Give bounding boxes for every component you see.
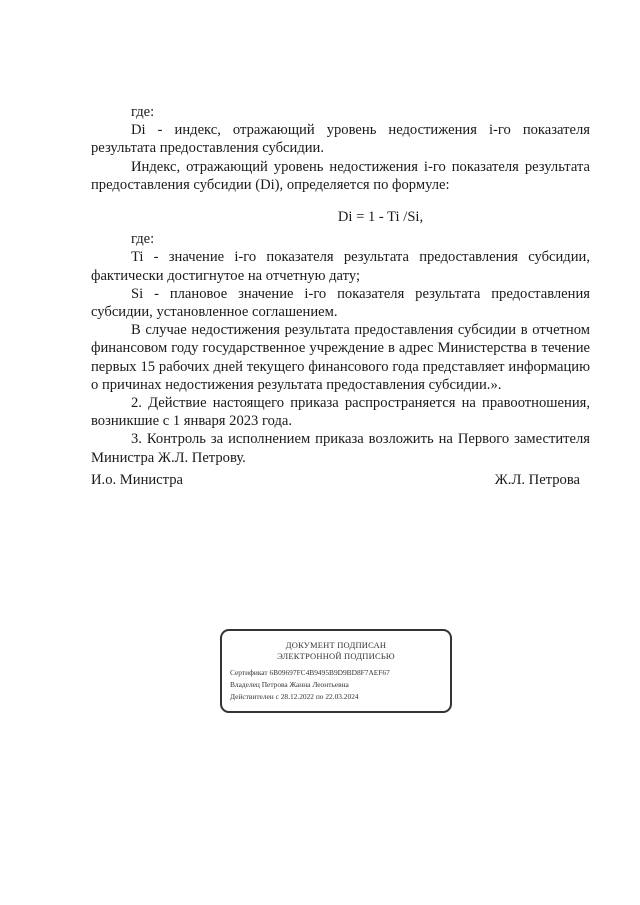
clause-2: 2. Действие настоящего приказа распространяется на правоотношения, возникшие с 1 января 2023 года. bbox=[91, 395, 590, 430]
failure-case-paragraph: В случае недостижения результата предоставления субсидии в отчетном финансовом году государственное учреждение в адрес Министерства в течение первых 15 рабочих дней текущего финансового года представляет информацию о причинах недостижения результата предоставления субсидии.». bbox=[91, 322, 590, 393]
stamp-certificate: Сертификат 6B09697FC4B9495B9D9BD8F7AEF67 bbox=[230, 668, 390, 677]
where-label: где: bbox=[131, 231, 155, 248]
stamp-owner: Владелец Петрова Жанна Леонтьевна bbox=[230, 680, 349, 689]
signature-block bbox=[91, 472, 580, 489]
di-definition: Di - индекс, отражающий уровень недостижения i-го показателя результата предоставления субсидии. bbox=[91, 122, 590, 157]
document-body bbox=[91, 103, 590, 467]
stamp-title-line-1: ДОКУМЕНТ ПОДПИСАН bbox=[285, 640, 387, 650]
stamp-title-line-2: ЭЛЕКТРОННОЙ ПОДПИСЬЮ bbox=[277, 651, 395, 661]
index-formula-intro: Индекс, отражающий уровень недостижения i-го показателя результата предоставления субсидии (Di), определяется по формуле: bbox=[91, 158, 590, 193]
signatory-name: Ж.Л. Петрова bbox=[494, 472, 580, 488]
stamp-title bbox=[222, 640, 450, 662]
signatory-position: И.о. Министра bbox=[91, 472, 183, 488]
electronic-signature-stamp bbox=[220, 629, 452, 713]
si-definition: Si - плановое значение i-го показателя результата предоставления субсидии, установленное соглашением. bbox=[91, 285, 590, 321]
stamp-validity: Действителен с 28.12.2022 по 22.03.2024 bbox=[230, 692, 359, 701]
clause-3: 3. Контроль за исполнением приказа возложить на Первого заместителя Министра Ж.Л. Петрову. bbox=[91, 431, 590, 466]
formula: Di = 1 - Ti /Si, bbox=[337, 209, 424, 226]
ti-definition: Ti - значение i-го показателя результата предоставления субсидии, фактически достигнутое на отчетную дату; bbox=[91, 249, 590, 284]
where-label: где: bbox=[131, 104, 155, 120]
